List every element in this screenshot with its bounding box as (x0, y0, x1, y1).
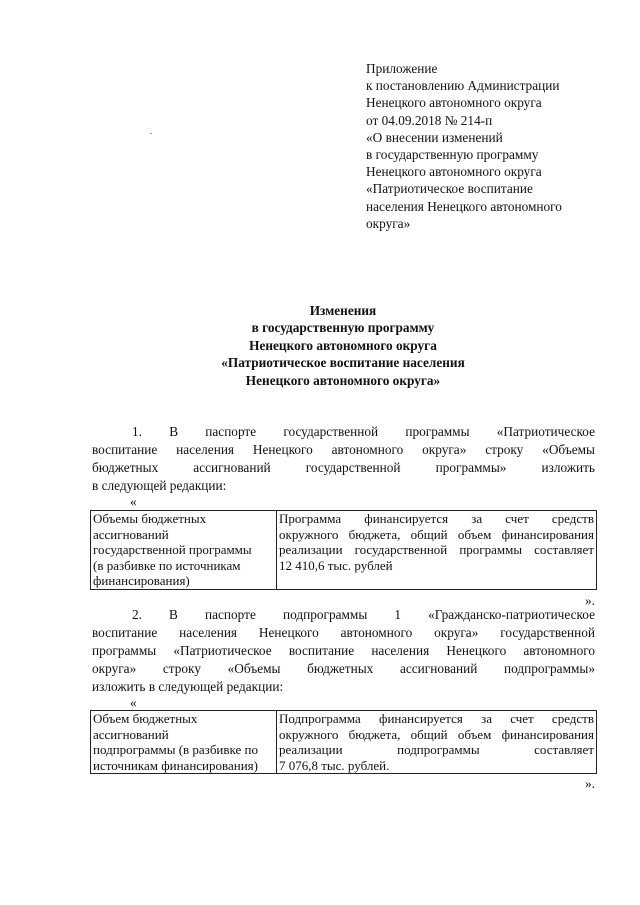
appendix-line: к постановлению Администрации (366, 78, 560, 94)
cell-line: 7 076,8 тыс. рублей. (279, 757, 390, 773)
item-2-paragraph (92, 606, 595, 696)
paragraph-line: 2. В паспорте подпрограммы 1 «Гражданско-патриотическое (132, 607, 595, 622)
document-title (90, 302, 596, 389)
paragraph-line: изложить в следующей редакции: (92, 679, 284, 694)
cell-line: Объем бюджетных (93, 711, 198, 726)
title-line: Изменения (309, 303, 377, 318)
cell-line: Программа финансируется за счет средств (279, 511, 594, 526)
table-cell-label (91, 511, 277, 590)
title-line: «Патриотическое воспитание населения (221, 355, 465, 371)
budget-table-1 (90, 510, 597, 590)
open-quote: « (130, 494, 137, 509)
cell-line: государственной программы (93, 542, 252, 557)
appendix-line: Приложение (366, 61, 438, 76)
cell-line: 12 410,6 тыс. рублей (279, 557, 393, 573)
title-line: Ненецкого автономного округа» (245, 372, 441, 388)
cell-line: окружного бюджета, общий объем финансирования (279, 526, 594, 542)
cell-line: финансирования) (93, 573, 190, 588)
cell-line: Объемы бюджетных (93, 511, 207, 526)
paragraph-line: округа» строку «Объемы бюджетных ассигнований подпрограммы» (92, 661, 595, 676)
cell-line: Подпрограмма финансируется за счет средств (279, 711, 594, 726)
appendix-line: Ненецкого автономного округа (366, 95, 542, 111)
budget-table-2 (90, 710, 597, 774)
cell-line: реализации подпрограммы составляет (279, 742, 594, 757)
paragraph-line: воспитание населения Ненецкого автономного округа» государственной (92, 625, 595, 640)
cell-line: подпрограммы (в разбивке по (93, 742, 258, 757)
cell-line: (в разбивке по источникам (93, 557, 241, 573)
close-quote: ». (585, 776, 595, 791)
appendix-line: Ненецкого автономного округа (366, 164, 542, 180)
table-row (91, 511, 597, 590)
close-quote: ». (585, 593, 595, 608)
paragraph-line: программы «Патриотическое воспитание населения Ненецкого автономного (92, 643, 595, 658)
title-line: Ненецкого автономного округа (249, 337, 437, 353)
cell-line: окружного бюджета, общий объем финансирования (279, 726, 594, 742)
table-cell-value (277, 511, 597, 590)
table-cell-label (91, 711, 277, 774)
appendix-line: «О внесении изменений (366, 129, 503, 145)
appendix-line: округа» (366, 215, 411, 231)
cell-line: реализации государственной программы составляет (279, 542, 594, 557)
paragraph-line: воспитание населения Ненецкого автономного округа» строку «Объемы (92, 442, 595, 457)
scan-speck (150, 133, 152, 134)
appendix-line: населения Ненецкого автономного (366, 198, 562, 214)
table-row (91, 711, 597, 774)
paragraph-line: в следующей редакции: (92, 478, 227, 493)
open-quote: « (130, 695, 137, 710)
table-cell-value (277, 711, 597, 774)
item-1-paragraph (92, 423, 595, 495)
cell-line: ассигнований (93, 526, 169, 542)
paragraph-line: 1. В паспорте государственной программы «Патриотическое (132, 424, 595, 439)
appendix-line: «Патриотическое воспитание (366, 181, 533, 197)
cell-line: источникам финансирования) (93, 757, 258, 773)
cell-line: ассигнований (93, 726, 169, 742)
title-line: в государственную программу (251, 320, 435, 336)
appendix-header (366, 60, 562, 232)
paragraph-line: бюджетных ассигнований государственной программы» изложить (92, 460, 595, 475)
appendix-line: в государственную программу (366, 147, 539, 163)
appendix-line: от 04.09.2018 № 214-п (366, 112, 493, 128)
